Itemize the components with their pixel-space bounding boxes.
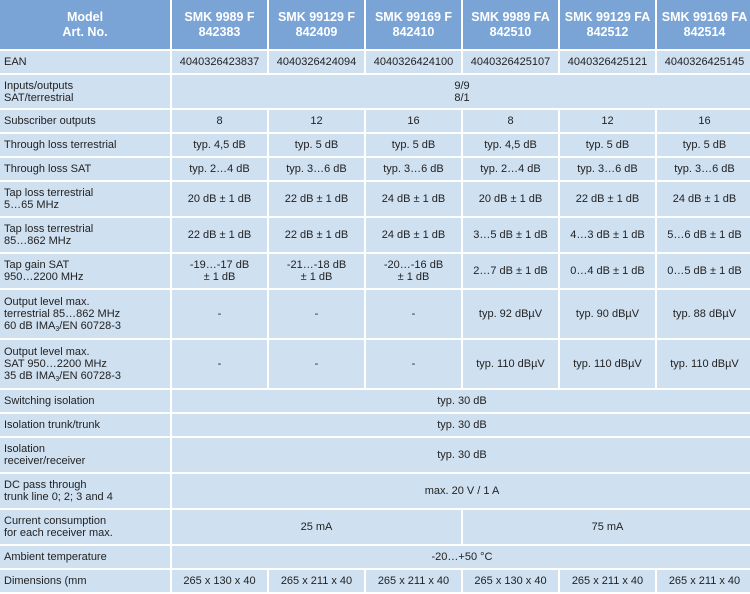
row-label [0, 510, 170, 544]
model-art-no: 842410 [392, 24, 435, 39]
ima-subscript: 3 [55, 326, 60, 333]
row-label-line [4, 370, 166, 382]
model-art-no: 842510 [489, 24, 532, 39]
table-row-tap-loss-terrestrial-high [0, 218, 750, 252]
table-cell [366, 254, 461, 288]
row-label [0, 290, 170, 338]
model-name: SMK 99129 F [277, 9, 356, 24]
row-label-line: trunk line 0; 2; 3 and 4 [4, 491, 113, 503]
table-cell: 265 x 130 x 40 [172, 570, 267, 592]
row-label: Through loss terrestrial [0, 134, 170, 156]
table-cell: 8 [463, 110, 558, 132]
table-cell: - [172, 290, 267, 338]
table-row-output-level-terrestrial [0, 290, 750, 338]
model-name: SMK 99169 FA [661, 9, 748, 24]
table-cell: - [269, 340, 364, 388]
row-label: EAN [0, 51, 170, 73]
table-row-ean [0, 51, 750, 73]
row-label-line: Output level max. [4, 346, 90, 358]
header-model-cell [172, 0, 267, 49]
table-cell: 3…5 dB ± 1 dB [463, 218, 558, 252]
header-model-cell [463, 0, 558, 49]
row-label [0, 182, 170, 216]
table-cell: 12 [269, 110, 364, 132]
table-cell: 20 dB ± 1 dB [463, 182, 558, 216]
row-label [0, 254, 170, 288]
row-label-line: SAT/terrestrial [4, 91, 74, 104]
model-art-no: 842512 [586, 24, 629, 39]
ima-subscript: 3 [55, 376, 60, 383]
table-cell: 22 dB ± 1 dB [560, 182, 655, 216]
row-label-line: 950…2200 MHz [4, 271, 84, 283]
row-label-line: SAT 950…2200 MHz [4, 358, 107, 370]
model-name: SMK 99169 F [374, 9, 453, 24]
row-label-line: Tap loss terrestrial [4, 187, 94, 199]
table-cell: 20 dB ± 1 dB [172, 182, 267, 216]
row-label-line [4, 320, 166, 332]
table-cell: 265 x 211 x 40 [560, 570, 655, 592]
row-label-line: Tap loss terrestrial [4, 223, 94, 235]
table-cell: 24 dB ± 1 dB [366, 218, 461, 252]
row-label [0, 340, 170, 388]
table-cell-merged: typ. 30 dB [172, 390, 750, 412]
table-row-subscriber-outputs [0, 110, 750, 132]
header-row [0, 0, 750, 49]
cell-line: ± 1 dB [203, 271, 236, 283]
table-cell: 0…4 dB ± 1 dB [560, 254, 655, 288]
inputs-outputs-value: 9/9 [454, 79, 470, 92]
cell-line: -21…-18 dB [286, 259, 347, 271]
table-cell: 265 x 211 x 40 [366, 570, 461, 592]
table-cell: 8 [172, 110, 267, 132]
row-label-line: Inputs/outputs [4, 79, 74, 92]
model-art-no: 842514 [683, 24, 726, 39]
table-cell-merged: typ. 30 dB [172, 438, 750, 472]
model-name: SMK 9989 FA [471, 9, 550, 24]
table-row-through-loss-sat [0, 158, 750, 180]
standard-text: /EN 60728-3 [59, 370, 122, 382]
row-label [0, 474, 170, 508]
table-cell: typ. 5 dB [560, 134, 655, 156]
table-cell: 24 dB ± 1 dB [366, 182, 461, 216]
header-model-cell [560, 0, 655, 49]
table-cell: typ. 2…4 dB [172, 158, 267, 180]
table-cell: typ. 3…6 dB [366, 158, 461, 180]
table-cell: 4040326424100 [366, 51, 461, 73]
row-label [0, 218, 170, 252]
row-label-line: 85…862 MHz [4, 235, 72, 247]
table-row-dc-pass [0, 474, 750, 508]
table-cell: typ. 4,5 dB [463, 134, 558, 156]
row-label-line: Current consumption [4, 515, 107, 527]
table-cell: 22 dB ± 1 dB [172, 218, 267, 252]
table-cell: 4040326425107 [463, 51, 558, 73]
table-cell: 2…7 dB ± 1 dB [463, 254, 558, 288]
standard-text: /EN 60728-3 [59, 320, 122, 332]
row-label-line: for each receiver max. [4, 527, 113, 539]
table-cell: 4040326425145 [657, 51, 750, 73]
table-cell-merged-fa: 75 mA [463, 510, 750, 544]
table-row-switching-isolation [0, 390, 750, 412]
row-label-line: Tap gain SAT [4, 259, 70, 271]
ima-text: 35 dB IMA [4, 370, 56, 382]
cell-line: ± 1 dB [300, 271, 333, 283]
table-row-dimensions [0, 570, 750, 592]
row-label-line: Output level max. [4, 296, 90, 308]
table-cell: - [366, 340, 461, 388]
model-name: SMK 9989 F [184, 9, 255, 24]
table-row-tap-gain-sat [0, 254, 750, 288]
table-cell: - [172, 340, 267, 388]
table-row-ambient-temperature [0, 546, 750, 568]
row-label-line: 5…65 MHz [4, 199, 60, 211]
row-label-line: receiver/receiver [4, 455, 86, 467]
row-label-line: terrestrial 85…862 MHz [4, 308, 121, 320]
table-cell: typ. 110 dBµV [463, 340, 558, 388]
cell-line: -20…-16 dB [383, 259, 444, 271]
header-model-cell [269, 0, 364, 49]
table-cell: 12 [560, 110, 655, 132]
table-cell: typ. 3…6 dB [269, 158, 364, 180]
table-row-inputs-outputs [0, 75, 750, 108]
header-label-cell [0, 0, 170, 49]
model-art-no: 842383 [198, 24, 241, 39]
table-cell: typ. 90 dBµV [560, 290, 655, 338]
row-label: Subscriber outputs [0, 110, 170, 132]
table-row-isolation-trunk [0, 414, 750, 436]
table-cell: typ. 88 dBµV [657, 290, 750, 338]
table-cell: typ. 5 dB [269, 134, 364, 156]
table-cell: 265 x 211 x 40 [269, 570, 364, 592]
row-label-line: Isolation [4, 443, 45, 455]
table-cell: typ. 4,5 dB [172, 134, 267, 156]
row-label: Ambient temperature [0, 546, 170, 568]
table-cell: typ. 3…6 dB [657, 158, 750, 180]
table-cell-merged: typ. 30 dB [172, 414, 750, 436]
table-cell: 24 dB ± 1 dB [657, 182, 750, 216]
ima-text: 60 dB IMA [4, 320, 56, 332]
table-cell: 22 dB ± 1 dB [269, 218, 364, 252]
table-cell: 265 x 130 x 40 [463, 570, 558, 592]
table-cell-merged: max. 20 V / 1 A [172, 474, 750, 508]
table-cell [172, 254, 267, 288]
header-artno-label: Art. No. [62, 24, 108, 39]
table-cell: 265 x 211 x 40 [657, 570, 750, 592]
row-label: Through loss SAT [0, 158, 170, 180]
table-cell: typ. 5 dB [366, 134, 461, 156]
table-cell: typ. 92 dBµV [463, 290, 558, 338]
table-cell: 16 [366, 110, 461, 132]
table-row-isolation-receiver [0, 438, 750, 472]
table-cell: typ. 110 dBµV [657, 340, 750, 388]
table-row-output-level-sat [0, 340, 750, 388]
header-model-label: Model [66, 9, 104, 24]
table-cell: typ. 110 dBµV [560, 340, 655, 388]
table-cell: - [269, 290, 364, 338]
table-cell: typ. 3…6 dB [560, 158, 655, 180]
table-cell-merged: -20…+50 °C [172, 546, 750, 568]
table-cell: - [366, 290, 461, 338]
table-row-through-loss-terrestrial [0, 134, 750, 156]
header-model-cell [657, 0, 750, 49]
table-row-tap-loss-terrestrial-low [0, 182, 750, 216]
table-cell: 0…5 dB ± 1 dB [657, 254, 750, 288]
table-cell: 4040326424094 [269, 51, 364, 73]
row-label-line: DC pass through [4, 479, 87, 491]
table-cell-merged-f: 25 mA [172, 510, 461, 544]
table-cell: 22 dB ± 1 dB [269, 182, 364, 216]
row-label: Switching isolation [0, 390, 170, 412]
table-cell: 16 [657, 110, 750, 132]
table-cell: 4…3 dB ± 1 dB [560, 218, 655, 252]
table-cell: 5…6 dB ± 1 dB [657, 218, 750, 252]
table-cell: typ. 2…4 dB [463, 158, 558, 180]
table-cell: 4040326425121 [560, 51, 655, 73]
model-name: SMK 99129 FA [564, 9, 651, 24]
table-row-current-consumption [0, 510, 750, 544]
row-label: Isolation trunk/trunk [0, 414, 170, 436]
table-cell: typ. 5 dB [657, 134, 750, 156]
row-label [0, 75, 170, 108]
cell-line: ± 1 dB [397, 271, 430, 283]
header-model-cell [366, 0, 461, 49]
row-label: Dimensions (mm [0, 570, 170, 592]
table-cell-merged [172, 75, 750, 108]
cell-line: -19…-17 dB [189, 259, 250, 271]
table-cell: 4040326423837 [172, 51, 267, 73]
sat-terrestrial-value: 8/1 [454, 91, 470, 104]
table-cell [269, 254, 364, 288]
row-label [0, 438, 170, 472]
model-art-no: 842409 [295, 24, 338, 39]
